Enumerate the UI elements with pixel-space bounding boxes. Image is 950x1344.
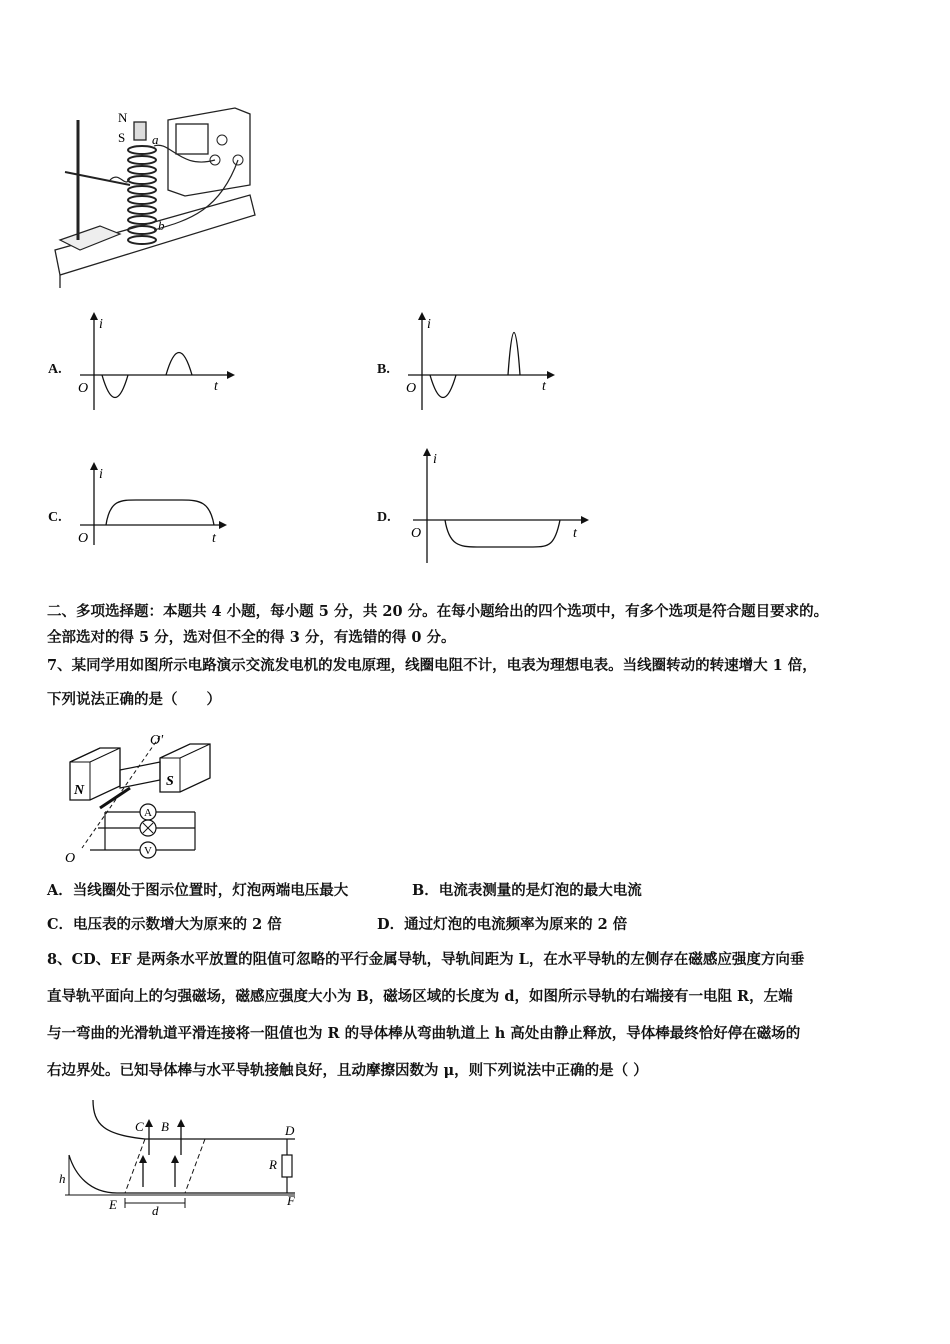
point-e-label: E	[109, 1197, 117, 1212]
magnet-s-label: S	[166, 774, 174, 789]
pole-s-label: S	[118, 130, 126, 145]
length-d-label: d	[152, 1203, 159, 1218]
section2-heading-line2: 全部选对的得 5 分，选对但不全的得 3 分，有选错的得 0 分。	[47, 629, 456, 646]
terminal-a-label: a	[152, 132, 159, 147]
option-a-graph	[72, 310, 237, 415]
option-a-label: A.	[48, 362, 62, 377]
option-d-origin: O	[411, 526, 422, 541]
option-c-axis-i: i	[99, 467, 103, 482]
option-b-axis-t: t	[542, 379, 546, 394]
point-c-label: C	[135, 1119, 144, 1134]
option-c-label: C.	[48, 510, 62, 525]
q7-option-a: A．当线圈处于图示位置时，灯泡两端电压最大	[47, 882, 349, 899]
option-c-axis-t: t	[212, 531, 216, 546]
option-b-graph	[400, 310, 565, 415]
point-d-label: D	[285, 1123, 295, 1138]
option-b-origin: O	[406, 381, 417, 396]
figure-magnet-coil-apparatus	[50, 100, 260, 290]
option-a-axis-i: i	[99, 317, 103, 332]
axis-top-label: O'	[150, 733, 164, 748]
pole-n-label: N	[118, 110, 128, 125]
option-d-graph	[405, 445, 595, 565]
q8-stem-line2: 直导轨平面向上的匀强磁场，磁感应强度大小为 B，磁场区域的长度为 d，如图所示导轨的右端接有一电阻 R，左端	[47, 988, 793, 1005]
option-a-axis-t: t	[214, 379, 218, 394]
section2-heading-line1: 二、多项选择题：本题共 4 小题，每小题 5 分，共 20 分。在每小题给出的四个选项中，有多个选项是符合题目要求的。	[47, 603, 829, 620]
q7-option-b: B．电流表测量的是灯泡的最大电流	[412, 882, 642, 899]
option-c-graph	[72, 460, 237, 550]
q7-option-c: C．电压表的示数增大为原来的 2 倍	[47, 916, 282, 933]
option-a-origin: O	[78, 381, 89, 396]
point-f-label: F	[287, 1193, 295, 1208]
q7-stem-line2: 下列说法正确的是（ ）	[47, 691, 221, 708]
option-b-label: B.	[377, 362, 390, 377]
ammeter-label: A	[144, 807, 152, 819]
q7-stem-line1: 7、某同学用如图所示电路演示交流发电机的发电原理，线圈电阻不计，电表为理想电表。当线圈转动的转速增大 1 倍，	[47, 657, 817, 674]
q8-stem-line1: 8、CD、EF 是两条水平放置的阻值可忽略的平行金属导轨，导轨间距为 L，在水平导轨的左侧存在磁感应强度方向垂	[47, 951, 805, 968]
q8-stem-line3: 与一弯曲的光滑轨道平滑连接将一阻值也为 R 的导体棒从弯曲轨道上 h 高处由静止释放，导体棒最终恰好停在磁场的	[47, 1025, 801, 1042]
q8-rail-figure	[55, 1095, 315, 1220]
option-c-origin: O	[78, 531, 89, 546]
terminal-b-label: b	[158, 218, 165, 233]
q7-option-d: D．通过灯泡的电流频率为原来的 2 倍	[377, 916, 628, 933]
field-b-label: B	[161, 1119, 169, 1134]
resistor-r-label: R	[269, 1157, 277, 1172]
option-d-label: D.	[377, 510, 391, 525]
height-h-label: h	[59, 1171, 66, 1186]
q7-generator-figure	[60, 728, 230, 868]
axis-bottom-label: O	[65, 851, 76, 866]
magnet-n-label: N	[74, 783, 85, 798]
option-b-axis-i: i	[427, 317, 431, 332]
q8-stem-line4: 右边界处。已知导体棒与水平导轨接触良好，且动摩擦因数为 μ，则下列说法中正确的是（ ）	[47, 1062, 648, 1079]
option-d-axis-t: t	[573, 526, 577, 541]
voltmeter-label: V	[144, 845, 152, 857]
option-d-axis-i: i	[433, 452, 437, 467]
